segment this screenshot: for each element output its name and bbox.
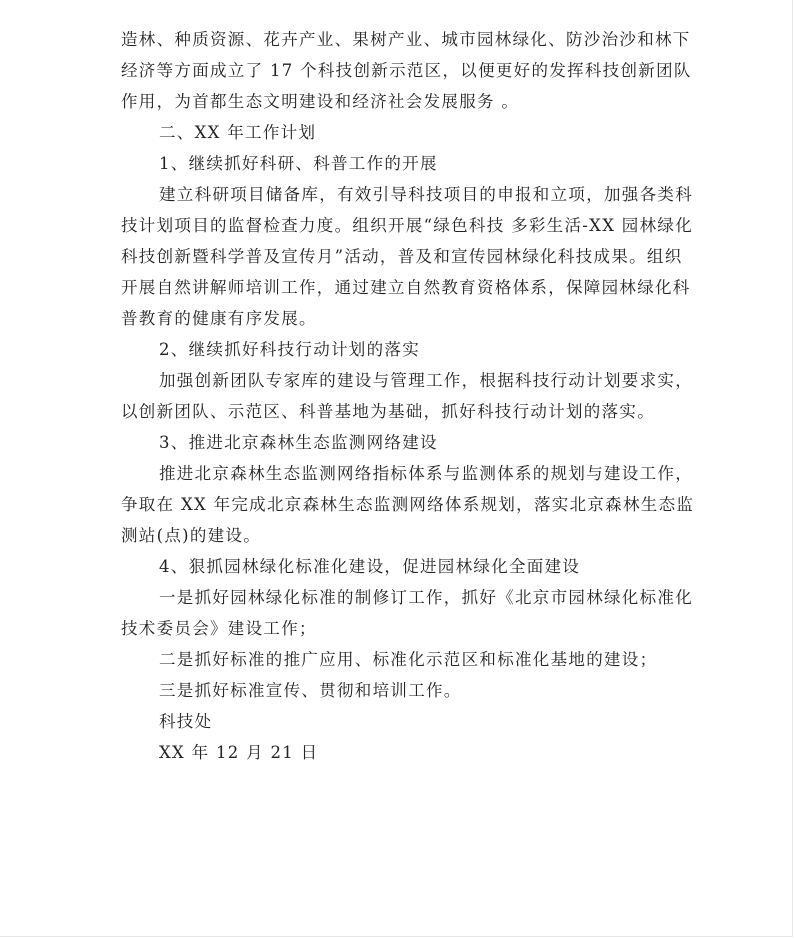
text-line: 造林、种质资源、花卉产业、果树产业、城市园林绿化、防沙治沙和林下 <box>121 30 691 49</box>
text-line: 加强创新团队专家库的建设与管理工作，根据科技行动计划要求实， <box>159 371 693 390</box>
text-line: 技计划项目的监督检查力度。组织开展“绿色科技 多彩生活-XX 园林绿化 <box>121 216 693 235</box>
text-line: 科技处 <box>159 712 213 731</box>
text-line: 经济等方面成立了 17 个科技创新示范区，以便更好的发挥科技创新团队 <box>121 61 692 80</box>
text-line: 技术委员会》建设工作； <box>121 619 317 638</box>
text-line: 以创新团队、示范区、科普基地为基础，抓好科技行动计划的落实。 <box>121 402 655 421</box>
text-line: 作用，为首都生态文明建设和经济社会发展服务 。 <box>121 92 520 111</box>
text-line: 普教育的健康有序发展。 <box>121 309 317 328</box>
text-line: 4、狠抓园林绿化标准化建设，促进园林绿化全面建设 <box>159 557 581 576</box>
text-line: 二是抓好标准的推广应用、标准化示范区和标准化基地的建设； <box>159 650 658 669</box>
text-line: 科技创新暨科学普及宣传月”活动，普及和宣传园林绿化科技成果。组织 <box>121 247 683 266</box>
text-line: 3、推进北京森林生态监测网络建设 <box>159 433 438 452</box>
text-line: 二、XX 年工作计划 <box>159 123 317 142</box>
text-line: 三是抓好标准宣传、贯彻和培训工作。 <box>159 681 462 700</box>
text-line: 争取在 XX 年完成北京森林生态监测网络体系规划，落实北京森林生态监 <box>121 495 695 514</box>
text-line: 1、继续抓好科研、科普工作的开展 <box>159 154 438 173</box>
document-body <box>121 24 695 768</box>
text-line: 一是抓好园林绿化标准的制修订工作，抓好《北京市园林绿化标准化 <box>159 588 693 607</box>
text-line: 建立科研项目储备库，有效引导科技项目的申报和立项，加强各类科 <box>159 185 693 204</box>
text-line: 开展自然讲解师培训工作，通过建立自然教育资格体系，保障园林绿化科 <box>121 278 691 297</box>
text-line: 2、继续抓好科技行动计划的落实 <box>159 340 420 359</box>
text-line: 测站(点)的建设。 <box>121 526 262 545</box>
text-line: XX 年 12 月 21 日 <box>159 743 319 762</box>
text-line: 推进北京森林生态监测网络指标体系与监测体系的规划与建设工作， <box>159 464 693 483</box>
